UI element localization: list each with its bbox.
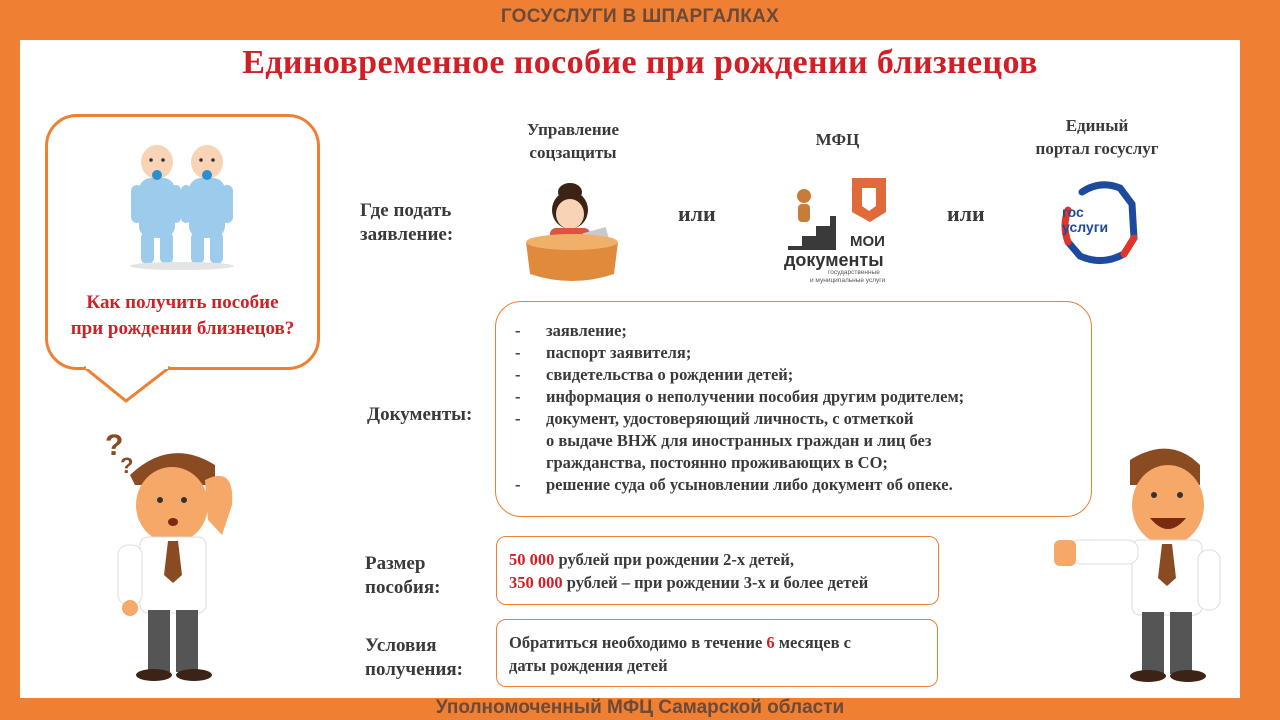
list-item: - решение суда об усыновлении либо документ об опеке.	[515, 474, 964, 496]
place-soczashita-title: Управление соцзащиты	[526, 120, 619, 162]
bubble-question: Как получить пособие при рождении близнецов?	[70, 292, 295, 339]
place-mfc-title: МФЦ	[815, 130, 860, 149]
documents-list	[515, 320, 964, 496]
amount-text: 50 000 рублей при рождении 2-х детей, 350 000 рублей – при рождении 3-х и более детей	[509, 550, 869, 592]
list-item: - паспорт заявителя;	[515, 342, 964, 364]
list-item: - свидетельства о рождении детей;	[515, 364, 964, 386]
page-title: Единовременное пособие при рождении близнецов	[242, 44, 1038, 81]
twins-illustration	[125, 140, 240, 270]
footer-banner: Уполномоченный МФЦ Самарской области	[435, 697, 845, 718]
list-item: - документ, удостоверяющий личность, с отметкой о выдаче ВНЖ для иностранных граждан и лиц без гражданства, постоянно проживающих в СО;	[515, 408, 964, 474]
confused-man-illustration	[100, 425, 245, 685]
bubble-tail	[82, 365, 172, 405]
list-item: - заявление;	[515, 320, 964, 342]
or-word-1: или	[678, 201, 716, 226]
place-gosuslugi-title: Единый портал госуслуг	[1035, 116, 1159, 158]
or-word-2: или	[947, 201, 985, 226]
svg-text:?: ?	[120, 453, 134, 478]
documents-label: Документы:	[367, 404, 473, 425]
top-banner: ГОСУСЛУГИ В ШПАРГАЛКАХ	[500, 6, 780, 27]
gosuslugi-logo-text: гос услуги	[1062, 204, 1109, 235]
conditions-text: Обратиться необходимо в течение 6 месяцев с даты рождения детей	[509, 633, 851, 675]
amount-label: Размер пособия:	[365, 553, 441, 598]
svg-text:?: ?	[105, 429, 124, 462]
soczashita-illustration	[522, 176, 622, 286]
conditions-label: Условия получения:	[365, 635, 464, 680]
where-label: Где подать заявление:	[360, 200, 454, 245]
list-item: - информация о неполучении пособия другим родителем;	[515, 386, 964, 408]
moi-dokumenty-text: МОИ документы государственные и муниципальные услуги	[784, 233, 886, 284]
